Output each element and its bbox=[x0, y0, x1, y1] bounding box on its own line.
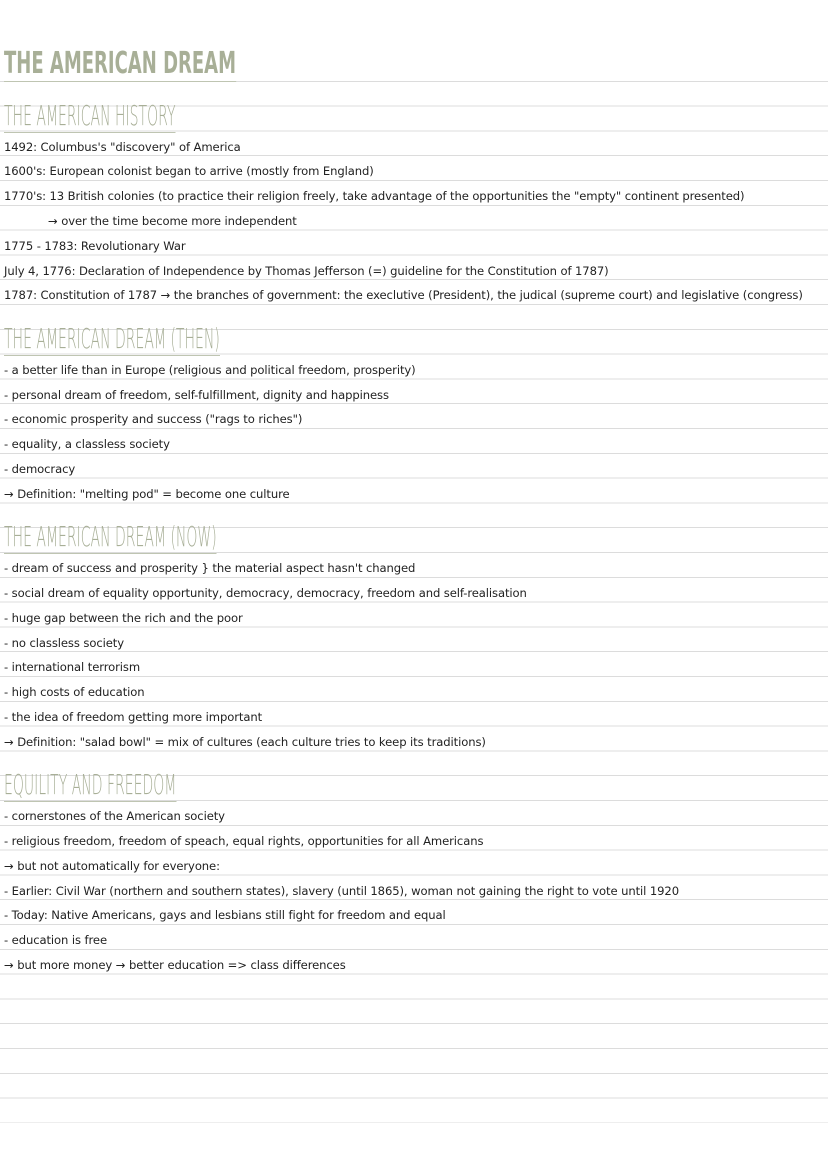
heading-american-dream-now: THE AMERICAN DREAM (NOW) bbox=[4, 520, 217, 554]
note-line: 1600's: European colonist began to arrive (mostly from England) bbox=[4, 164, 374, 179]
note-line: → Definition: "melting pod" = become one culture bbox=[4, 486, 290, 501]
note-line: - personal dream of freedom, self-fulfillment, dignity and happiness bbox=[4, 387, 389, 402]
note-line: - no classless society bbox=[4, 635, 124, 650]
page-title: THE AMERICAN DREAM bbox=[4, 46, 237, 81]
note-line: 1770's: 13 British colonies (to practice their religion freely, take advantage of the opportunities the "empty" continent presented) bbox=[4, 189, 745, 204]
note-line: - equality, a classless society bbox=[4, 437, 170, 452]
note-line: - cornerstones of the American society bbox=[4, 809, 225, 824]
note-line: - Earlier: Civil War (northern and southern states), slavery (until 1865), woman not gaining the right to vote until 1920 bbox=[4, 883, 679, 898]
note-line: - dream of success and prosperity } the material aspect hasn't changed bbox=[4, 561, 416, 576]
note-line: → Definition: "salad bowl" = mix of cultures (each culture tries to keep its traditions) bbox=[4, 734, 486, 749]
note-line: → but not automatically for everyone: bbox=[4, 858, 220, 873]
note-line: - a better life than in Europe (religious and political freedom, prosperity) bbox=[4, 362, 416, 377]
note-line: July 4, 1776: Declaration of Independence by Thomas Jefferson (=) guideline for the Constitution of 1787) bbox=[4, 263, 609, 278]
note-line: - social dream of equality opportunity, democracy, democracy, freedom and self-realisation bbox=[4, 586, 527, 600]
note-line: 1492: Columbus's "discovery" of America bbox=[4, 139, 241, 154]
note-line: - Today: Native Americans, gays and lesbians still fight for freedom and equal bbox=[4, 908, 446, 923]
note-line: - economic prosperity and success ("rags to riches") bbox=[4, 412, 303, 427]
note-line: → over the time become more independent bbox=[48, 214, 297, 228]
heading-equility-and-freedom: EQUILITY AND FREEDOM bbox=[4, 768, 177, 802]
note-line: - religious freedom, freedom of speach, equal rights, opportunities for all Americans bbox=[4, 834, 484, 848]
note-line: - the idea of freedom getting more important bbox=[4, 710, 263, 724]
note-line: - democracy bbox=[4, 462, 76, 476]
note-line: - international terrorism bbox=[4, 660, 141, 675]
heading-american-dream-then: THE AMERICAN DREAM (THEN) bbox=[4, 322, 220, 355]
note-line: - education is free bbox=[4, 933, 107, 948]
note-line: - huge gap between the rich and the poor bbox=[4, 610, 243, 625]
note-line: 1775 - 1783: Revolutionary War bbox=[4, 238, 186, 253]
heading-american-history: THE AMERICAN HISTORY bbox=[4, 98, 176, 132]
note-line: 1787: Constitution of 1787 → the branches of government: the execlutive (President), the judical (supreme court) and legislative (congress) bbox=[4, 288, 803, 303]
note-line: → but more money → better education => class differences bbox=[4, 958, 346, 972]
note-line: - high costs of education bbox=[4, 685, 145, 700]
